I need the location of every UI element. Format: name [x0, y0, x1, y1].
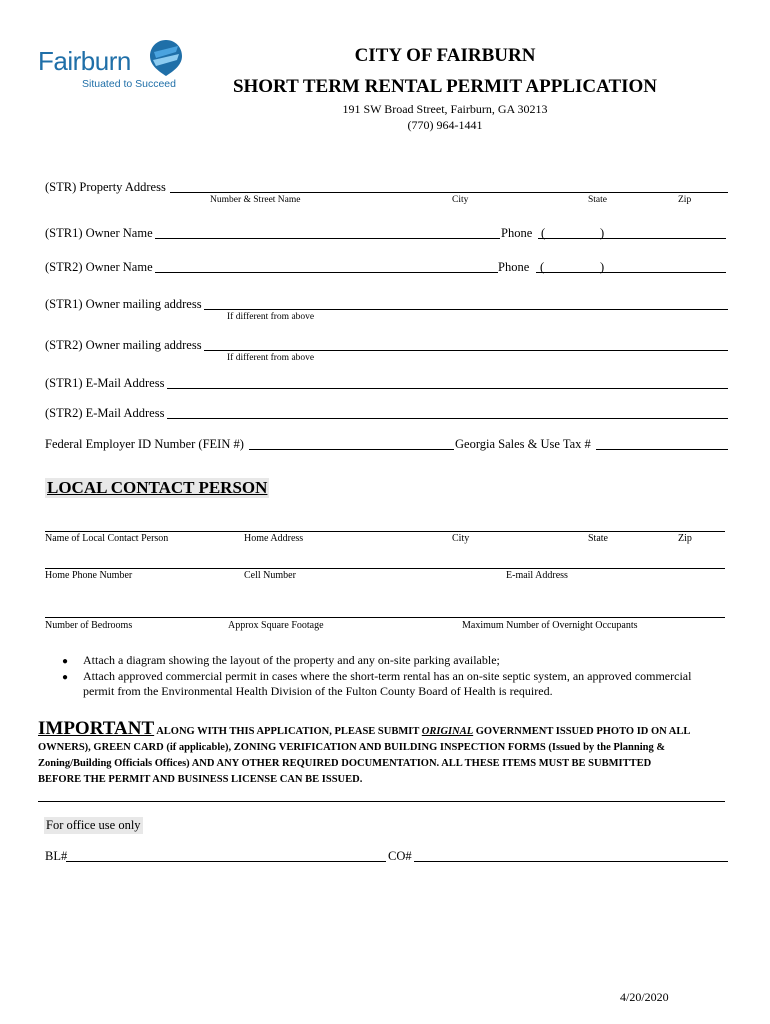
owner1-phone-field[interactable] [538, 238, 726, 239]
lc-city: City [452, 533, 470, 544]
owner2-phone-label: Phone [498, 260, 530, 274]
co-field[interactable] [414, 861, 728, 862]
important-line1-a: ALONG WITH THIS APPLICATION, PLEASE SUBMIT [154, 726, 422, 737]
sub-state: State [588, 195, 607, 205]
bl-field[interactable] [66, 861, 386, 862]
ga-tax-field[interactable] [596, 449, 728, 450]
owner2-field[interactable] [155, 272, 498, 273]
revision-date: 4/20/2020 [620, 990, 669, 1004]
lc-name: Name of Local Contact Person [45, 533, 169, 544]
paren-open: ( [541, 226, 546, 240]
lc-home-address: Home Address [244, 533, 304, 544]
lc-cell: Cell Number [244, 570, 296, 581]
lc-bedrooms: Number of Bedrooms [45, 620, 133, 631]
local-contact-line-3[interactable] [45, 617, 725, 618]
paren-open: ( [540, 260, 545, 274]
email1-field[interactable] [167, 388, 728, 389]
property-address-field[interactable] [170, 192, 728, 193]
owner2-label: (STR2) Owner Name [45, 260, 153, 274]
city-title: CITY OF FAIRBURN [354, 45, 536, 66]
logo-balloon-icon [148, 38, 184, 78]
co-label: CO# [388, 849, 412, 863]
important-line3: Zoning/Building Officials Offices) AND ANY OTHER REQUIRED DOCUMENTATION. ALL THESE ITEMS MUST BE SUBMITTED [38, 758, 652, 769]
local-contact-line-2[interactable] [45, 568, 725, 569]
important-line4: BEFORE THE PERMIT AND BUSINESS LICENSE CAN BE ISSUED. [38, 774, 363, 785]
lc-email: E-mail Address [506, 570, 568, 581]
mail2-label: (STR2) Owner mailing address [45, 338, 202, 352]
if-different-2: If different from above [227, 353, 315, 363]
city-address: 191 SW Broad Street, Fairburn, GA 30213 [342, 102, 548, 116]
important-line1-c: GOVERNMENT ISSUED PHOTO ID ON ALL [473, 726, 691, 737]
local-contact-heading: LOCAL CONTACT PERSON [47, 478, 268, 497]
sub-zip: Zip [678, 195, 692, 205]
city-phone: (770) 964-1441 [407, 118, 483, 132]
mail2-field[interactable] [204, 350, 728, 351]
bullet-dot: ● [62, 656, 69, 667]
bl-label: BL# [45, 849, 68, 863]
lc-state: State [588, 533, 608, 544]
lc-home-phone: Home Phone Number [45, 570, 133, 581]
ga-tax-label: Georgia Sales & Use Tax # [455, 437, 591, 451]
lc-occupants: Maximum Number of Overnight Occupants [462, 620, 638, 631]
fein-label: Federal Employer ID Number (FEIN #) [45, 437, 244, 451]
divider [38, 801, 725, 802]
important-word: IMPORTANT [38, 718, 155, 739]
email2-label: (STR2) E-Mail Address [45, 406, 165, 420]
local-contact-line-1[interactable] [45, 531, 725, 532]
logo-tagline: Situated to Succeed [82, 78, 176, 90]
if-different-1: If different from above [227, 312, 315, 322]
owner1-label: (STR1) Owner Name [45, 226, 153, 240]
bullet-dot: ● [62, 672, 69, 683]
sub-city: City [452, 195, 469, 205]
paren-close: ) [600, 260, 605, 274]
bullet-item: Attach approved commercial permit in cases where the short-term rental has an on-site septic system, an approved commercial [83, 669, 692, 683]
form-title: SHORT TERM RENTAL PERMIT APPLICATION [232, 76, 658, 97]
owner1-field[interactable] [155, 238, 500, 239]
sub-number-street: Number & Street Name [210, 195, 301, 205]
important-notice [38, 718, 738, 788]
lc-zip: Zip [678, 533, 692, 544]
mail1-field[interactable] [204, 309, 728, 310]
bullet-item-continued: permit from the Environmental Health Division of the Fulton County Board of Health is required. [83, 684, 553, 698]
mail1-label: (STR1) Owner mailing address [45, 297, 202, 311]
email2-field[interactable] [167, 418, 728, 419]
city-logo [38, 38, 188, 98]
important-original: ORIGINAL [421, 726, 474, 737]
office-use-label: For office use only [46, 818, 141, 832]
paren-close: ) [600, 226, 605, 240]
owner2-phone-field[interactable] [536, 272, 726, 273]
property-address-label: (STR) Property Address [45, 180, 166, 194]
email1-label: (STR1) E-Mail Address [45, 376, 165, 390]
fein-field[interactable] [249, 449, 454, 450]
owner1-phone-label: Phone [501, 226, 533, 240]
logo-wordmark: Fairburn [38, 46, 131, 76]
lc-sqft: Approx Square Footage [228, 620, 324, 631]
important-line2: OWNERS), GREEN CARD (if applicable), ZONING VERIFICATION AND BUILDING INSPECTION FORMS (Issued by the Planning & [38, 742, 666, 753]
bullet-item: Attach a diagram showing the layout of the property and any on-site parking available; [83, 653, 500, 667]
